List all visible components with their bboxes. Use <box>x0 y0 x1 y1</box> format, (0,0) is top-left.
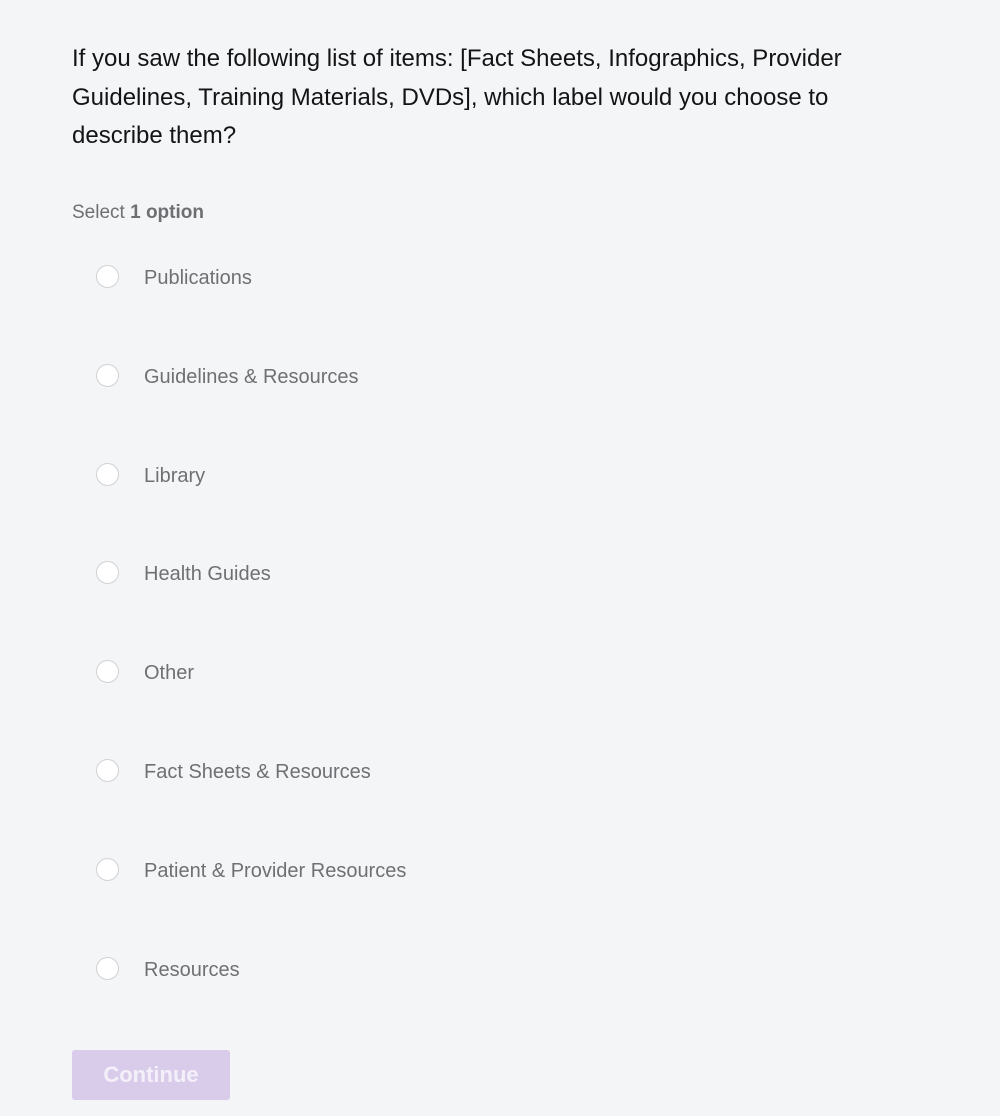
radio-button[interactable] <box>96 660 119 683</box>
option-health-guides[interactable] <box>72 542 672 641</box>
option-label: Publications <box>144 267 252 289</box>
option-guidelines-resources[interactable] <box>72 345 672 444</box>
selection-instruction <box>72 201 204 225</box>
option-label: Resources <box>144 958 240 981</box>
option-other[interactable] <box>72 641 672 740</box>
option-label: Fact Sheets & Resources <box>144 760 371 783</box>
radio-button[interactable] <box>96 265 119 288</box>
continue-button[interactable]: Continue <box>72 1050 230 1100</box>
radio-button[interactable] <box>96 759 119 782</box>
option-resources[interactable] <box>72 938 672 1037</box>
option-library[interactable] <box>72 444 672 543</box>
option-label: Library <box>144 464 206 487</box>
option-label: Health Guides <box>144 563 271 586</box>
question-text: If you saw the following list of items: [Fact Sheets, Infographics, Provider Guidelines, Training Materials, DVDs], which label would you choose to describe them? <box>72 45 842 149</box>
radio-button[interactable] <box>96 957 119 980</box>
radio-button[interactable] <box>96 858 119 881</box>
option-publications[interactable] <box>72 246 672 345</box>
radio-button[interactable] <box>96 463 119 486</box>
instruction-count: 1 option <box>130 202 204 223</box>
option-patient-provider-resources[interactable] <box>72 839 672 938</box>
radio-button[interactable] <box>96 561 119 584</box>
option-label: Other <box>144 662 195 685</box>
options-list <box>72 246 672 1036</box>
option-label: Patient & Provider Resources <box>144 859 407 882</box>
option-fact-sheets-resources[interactable] <box>72 740 672 839</box>
radio-button[interactable] <box>96 364 119 387</box>
option-label: Guidelines & Resources <box>144 365 359 388</box>
instruction-prefix: Select <box>72 202 125 223</box>
